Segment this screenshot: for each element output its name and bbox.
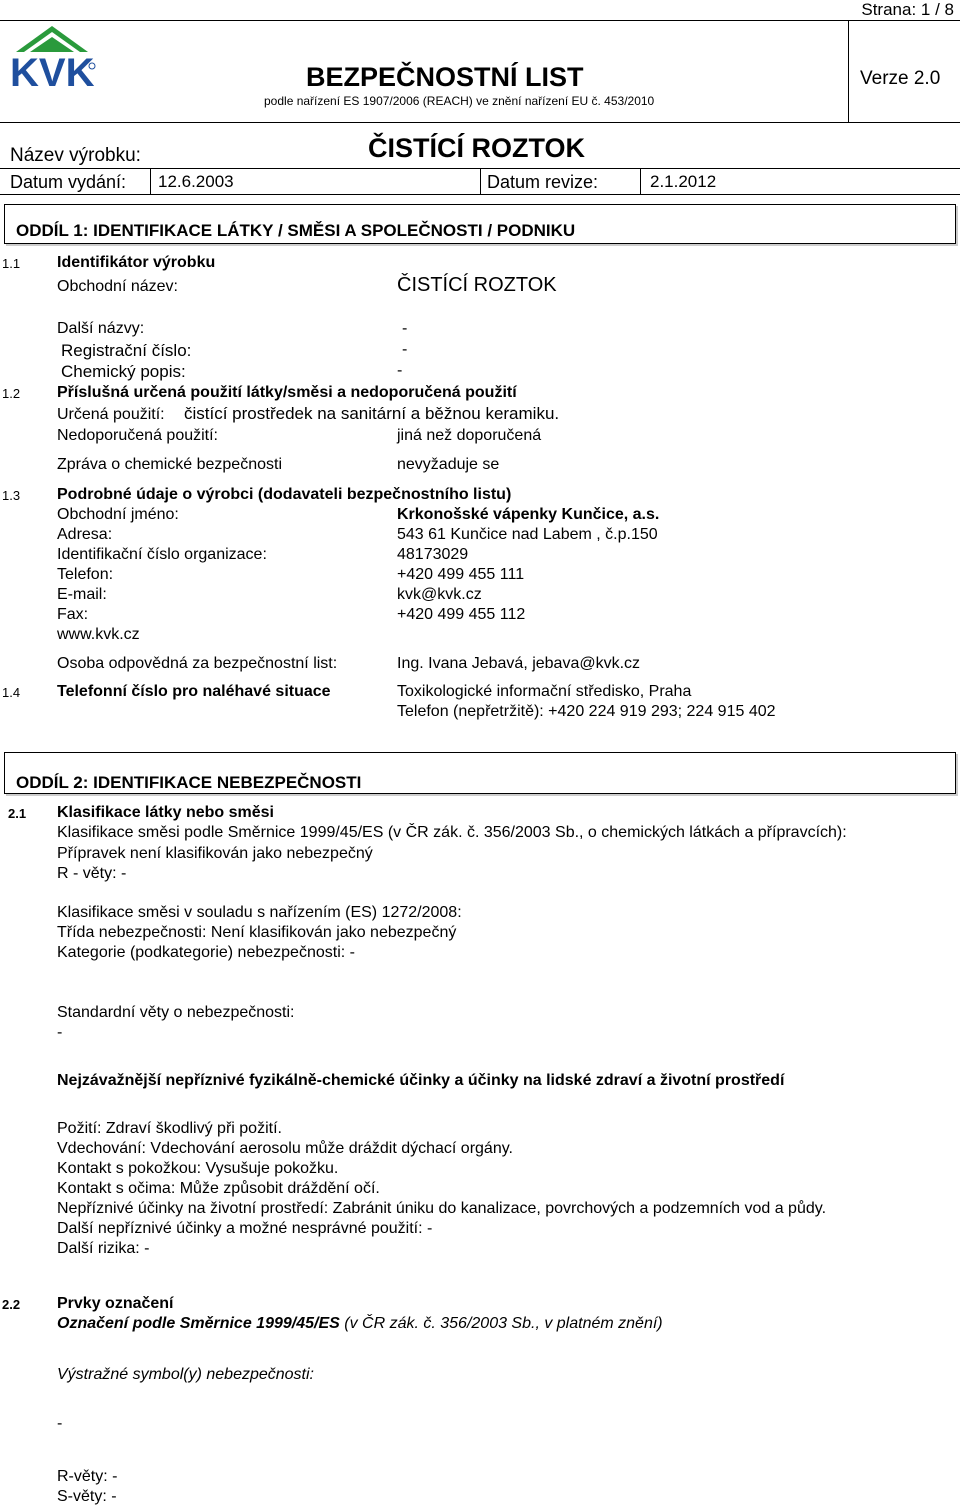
issue-date: 12.6.2003 [158,172,234,191]
subsection-heading: Podrobné údaje o výrobci (dodavateli bezpečnostního listu) [57,486,512,503]
document-subtitle: podle nařízení ES 1907/2006 (REACH) ve znění nařízení EU č. 453/2010 [264,94,655,108]
effect-line: Další rizika: - [57,1240,150,1257]
subsection-number: 1.4 [2,685,21,700]
page-number: Strana: 1 / 8 [861,0,954,19]
company-label: Obchodní jméno: [57,506,179,523]
product-label: Název výrobku: [10,145,141,166]
registration-label: Registrační číslo: [61,341,192,360]
issue-label: Datum vydání: [10,172,127,192]
subsection-number: 1.3 [2,488,21,503]
website[interactable]: www.kvk.cz [57,626,140,643]
classification-line: Kategorie (podkategorie) nebezpečnosti: - [57,944,355,961]
subsection-number: 1.1 [2,256,21,271]
fax-value: +420 499 455 112 [397,606,526,623]
labelling-directive: Označení podle Směrnice 1999/45/ES [57,1315,340,1332]
chemical-label: Chemický popis: [61,362,186,381]
subsection-number: 1.2 [2,386,21,401]
other-names-value: - [402,320,408,337]
ico-label: Identifikační číslo organizace: [57,546,267,563]
version: Verze 2.0 [860,68,941,89]
subsection-heading: Prvky označení [57,1295,174,1312]
phone-value: +420 499 455 111 [397,566,525,583]
classification-line: Klasifikace směsi v souladu s nařízením (ES) 1272/2008: [57,904,462,921]
responsible-person-value: Ing. Ivana Jebavá, jebava@kvk.cz [397,655,641,672]
classification-line: Standardní věty o nebezpečnosti: [57,1004,295,1021]
email-value[interactable]: kvk@kvk.cz [397,586,482,603]
subsection-number: 2.1 [8,806,27,821]
other-names-label: Další názvy: [57,320,145,337]
registration-value: - [402,341,408,358]
labelling-line [57,1315,663,1333]
svg-text:KVK: KVK [10,51,95,94]
intended-use-value: čistící prostředek na sanitární a běžnou keramiku. [184,404,560,423]
subsection-number: 2.2 [2,1297,21,1312]
emergency-info: Toxikologické informační středisko, Praha [397,683,692,700]
section-1-title: ODDÍL 1: IDENTIFIKACE LÁTKY / SMĚSI A SPOLEČNOSTI / PODNIKU [16,221,576,240]
effect-line: Kontakt s očima: Může způsobit dráždění očí. [57,1180,380,1197]
subsection-heading: Klasifikace látky nebo směsi [57,804,274,821]
classification-line: - [57,1024,63,1041]
classification-line: Třída nebezpečnosti: Není klasifikován jako nebezpečný [57,924,457,941]
subsection-heading: Telefonní číslo pro naléhavé situace [57,683,331,700]
effect-line: Vdechování: Vdechování aerosolu může dráždit dýchací orgány. [57,1140,513,1157]
section-2-title: ODDÍL 2: IDENTIFIKACE NEBEZPEČNOSTI [16,773,362,792]
emergency-phone: Telefon (nepřetržitě): +420 224 919 293; 224 915 402 [397,703,776,720]
not-recommended-value: jiná než doporučená [397,427,542,444]
revision-label: Datum revize: [487,172,599,192]
classification-line: Klasifikace směsi podle Směrnice 1999/45/ES (v ČR zák. č. 356/2003 Sb., o chemických látkách a přípravcích): [57,824,847,841]
trade-name-label: Obchodní název: [57,278,178,295]
not-recommended-label: Nedoporučená použití: [57,427,218,444]
safety-report-value: nevyžaduje se [397,456,500,473]
kvk-logo [6,22,98,94]
safety-report-label: Zpráva o chemické bezpečnosti [57,456,282,473]
chemical-value: - [397,362,403,379]
hazard-symbol-value: - [57,1415,63,1432]
effects-heading: Nejzávažnější nepříznivé fyzikálně-chemické účinky a účinky na lidské zdraví a životní prostředí [57,1072,785,1089]
responsible-person-label: Osoba odpovědná za bezpečnostní list: [57,655,338,672]
section-2-header [4,752,956,794]
ico-value: 48173029 [397,546,469,563]
effect-line: Nepříznivé účinky na životní prostředí: Zabránit úniku do kanalizace, povrchových a podzemních vod a půdy. [57,1200,827,1217]
subsection-heading: Příslušná určená použití látky/směsi a nedoporučená použití [57,384,517,401]
subsection-heading: Identifikátor výrobku [57,254,216,271]
address-value: 543 61 Kunčice nad Labem , č.p.150 [397,526,658,543]
product-name: ČISTÍCÍ ROZTOK [368,133,586,163]
section-1-header [4,204,956,244]
labelling-directive-note: (v ČR zák. č. 356/2003 Sb., v platném znění) [339,1315,663,1332]
effect-line: Požití: Zdraví škodlivý při požití. [57,1120,282,1137]
effect-line: Kontakt s pokožkou: Vysušuje pokožku. [57,1160,339,1177]
effect-line: Další nepříznivé účinky a možné nesprávné použití: - [57,1220,433,1237]
address-label: Adresa: [57,526,113,543]
classification-line: Přípravek není klasifikován jako nebezpečný [57,845,373,862]
phone-label: Telefon: [57,566,114,583]
hazard-symbol-label: Výstražné symbol(y) nebezpečnosti: [57,1366,314,1383]
revision-date: 2.1.2012 [650,172,717,191]
classification-line: R - věty: - [57,865,127,882]
fax-label: Fax: [57,606,89,623]
company-value: Krkonošské vápenky Kunčice, a.s. [397,506,660,523]
trade-name-value: ČISTÍCÍ ROZTOK [397,274,557,296]
r-phrases: R-věty: - [57,1468,118,1485]
intended-use-label: Určená použití: [57,406,165,423]
email-label: E-mail: [57,586,107,603]
document-title: BEZPEČNOSTNÍ LIST [306,62,584,92]
s-phrases: S-věty: - [57,1488,117,1505]
